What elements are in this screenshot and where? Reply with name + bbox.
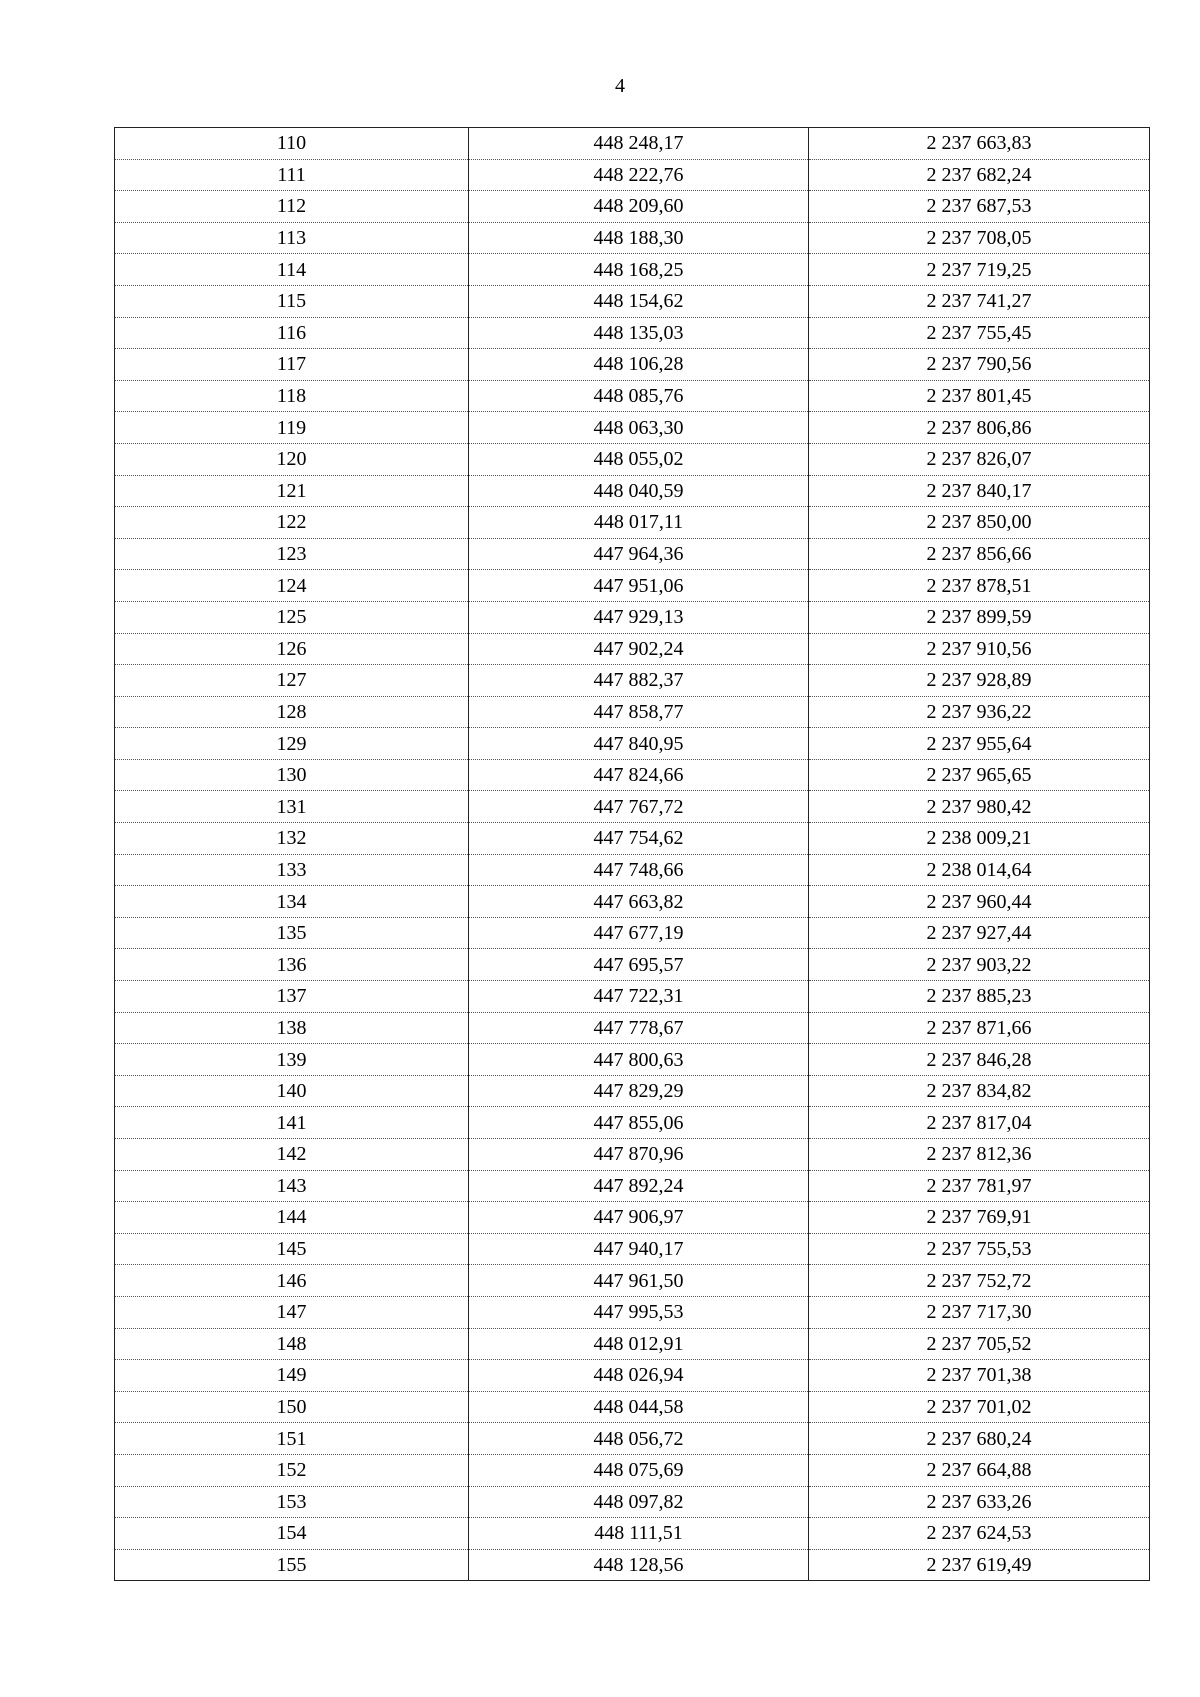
x-coordinate-cell: 447 754,62 <box>469 823 809 855</box>
point-number-cell: 147 <box>115 1296 469 1328</box>
table-row <box>115 317 1150 349</box>
y-coordinate-cell: 2 237 717,30 <box>809 1296 1150 1328</box>
table-row <box>115 570 1150 602</box>
y-coordinate-cell: 2 237 846,28 <box>809 1044 1150 1076</box>
x-coordinate-cell: 448 056,72 <box>469 1423 809 1455</box>
table-row <box>115 1202 1150 1234</box>
y-coordinate-cell: 2 237 955,64 <box>809 728 1150 760</box>
x-coordinate-cell: 448 017,11 <box>469 507 809 539</box>
x-coordinate-cell: 448 128,56 <box>469 1549 809 1581</box>
y-coordinate-cell: 2 237 769,91 <box>809 1202 1150 1234</box>
y-coordinate-cell: 2 237 910,56 <box>809 633 1150 665</box>
table-row <box>115 1360 1150 1392</box>
x-coordinate-cell: 447 677,19 <box>469 917 809 949</box>
table-row <box>115 917 1150 949</box>
point-number-cell: 122 <box>115 507 469 539</box>
point-number-cell: 135 <box>115 917 469 949</box>
table-row <box>115 791 1150 823</box>
point-number-cell: 149 <box>115 1360 469 1392</box>
table-row <box>115 222 1150 254</box>
x-coordinate-cell: 448 209,60 <box>469 191 809 223</box>
point-number-cell: 138 <box>115 1012 469 1044</box>
point-number-cell: 124 <box>115 570 469 602</box>
table-row <box>115 412 1150 444</box>
point-number-cell: 117 <box>115 349 469 381</box>
x-coordinate-cell: 447 940,17 <box>469 1233 809 1265</box>
y-coordinate-cell: 2 237 885,23 <box>809 981 1150 1013</box>
table-row <box>115 1107 1150 1139</box>
point-number-cell: 113 <box>115 222 469 254</box>
y-coordinate-cell: 2 237 705,52 <box>809 1328 1150 1360</box>
table-row <box>115 633 1150 665</box>
y-coordinate-cell: 2 237 856,66 <box>809 538 1150 570</box>
x-coordinate-cell: 448 222,76 <box>469 159 809 191</box>
x-coordinate-cell: 447 778,67 <box>469 1012 809 1044</box>
point-number-cell: 151 <box>115 1423 469 1455</box>
x-coordinate-cell: 447 840,95 <box>469 728 809 760</box>
y-coordinate-cell: 2 237 806,86 <box>809 412 1150 444</box>
point-number-cell: 137 <box>115 981 469 1013</box>
x-coordinate-cell: 448 075,69 <box>469 1454 809 1486</box>
point-number-cell: 125 <box>115 601 469 633</box>
y-coordinate-cell: 2 237 980,42 <box>809 791 1150 823</box>
x-coordinate-cell: 448 168,25 <box>469 254 809 286</box>
point-number-cell: 153 <box>115 1486 469 1518</box>
point-number-cell: 129 <box>115 728 469 760</box>
x-coordinate-cell: 447 892,24 <box>469 1170 809 1202</box>
table-row <box>115 1233 1150 1265</box>
coordinates-table <box>114 127 1150 1581</box>
x-coordinate-cell: 447 829,29 <box>469 1075 809 1107</box>
x-coordinate-cell: 448 097,82 <box>469 1486 809 1518</box>
y-coordinate-cell: 2 237 850,00 <box>809 507 1150 539</box>
point-number-cell: 134 <box>115 886 469 918</box>
x-coordinate-cell: 447 882,37 <box>469 665 809 697</box>
x-coordinate-cell: 448 154,62 <box>469 285 809 317</box>
point-number-cell: 132 <box>115 823 469 855</box>
point-number-cell: 116 <box>115 317 469 349</box>
y-coordinate-cell: 2 237 708,05 <box>809 222 1150 254</box>
point-number-cell: 155 <box>115 1549 469 1581</box>
y-coordinate-cell: 2 237 801,45 <box>809 380 1150 412</box>
point-number-cell: 115 <box>115 285 469 317</box>
point-number-cell: 127 <box>115 665 469 697</box>
y-coordinate-cell: 2 237 960,44 <box>809 886 1150 918</box>
y-coordinate-cell: 2 238 009,21 <box>809 823 1150 855</box>
y-coordinate-cell: 2 237 903,22 <box>809 949 1150 981</box>
x-coordinate-cell: 447 855,06 <box>469 1107 809 1139</box>
point-number-cell: 136 <box>115 949 469 981</box>
table-row <box>115 1549 1150 1581</box>
table-row <box>115 538 1150 570</box>
table-row <box>115 254 1150 286</box>
x-coordinate-cell: 447 824,66 <box>469 759 809 791</box>
point-number-cell: 119 <box>115 412 469 444</box>
x-coordinate-cell: 447 995,53 <box>469 1296 809 1328</box>
coordinates-table-body <box>115 128 1150 1581</box>
x-coordinate-cell: 448 135,03 <box>469 317 809 349</box>
y-coordinate-cell: 2 237 633,26 <box>809 1486 1150 1518</box>
table-row <box>115 728 1150 760</box>
x-coordinate-cell: 447 748,66 <box>469 854 809 886</box>
table-row <box>115 886 1150 918</box>
table-row <box>115 981 1150 1013</box>
y-coordinate-cell: 2 237 826,07 <box>809 443 1150 475</box>
point-number-cell: 112 <box>115 191 469 223</box>
point-number-cell: 110 <box>115 128 469 160</box>
y-coordinate-cell: 2 237 936,22 <box>809 696 1150 728</box>
point-number-cell: 131 <box>115 791 469 823</box>
table-row <box>115 949 1150 981</box>
table-row <box>115 349 1150 381</box>
table-row <box>115 507 1150 539</box>
table-row <box>115 1296 1150 1328</box>
point-number-cell: 121 <box>115 475 469 507</box>
y-coordinate-cell: 2 237 834,82 <box>809 1075 1150 1107</box>
y-coordinate-cell: 2 237 899,59 <box>809 601 1150 633</box>
table-row <box>115 601 1150 633</box>
y-coordinate-cell: 2 237 701,02 <box>809 1391 1150 1423</box>
x-coordinate-cell: 447 767,72 <box>469 791 809 823</box>
point-number-cell: 145 <box>115 1233 469 1265</box>
y-coordinate-cell: 2 237 790,56 <box>809 349 1150 381</box>
y-coordinate-cell: 2 237 701,38 <box>809 1360 1150 1392</box>
table-row <box>115 1423 1150 1455</box>
x-coordinate-cell: 447 870,96 <box>469 1139 809 1171</box>
table-row <box>115 443 1150 475</box>
x-coordinate-cell: 448 111,51 <box>469 1518 809 1550</box>
point-number-cell: 144 <box>115 1202 469 1234</box>
table-row <box>115 854 1150 886</box>
y-coordinate-cell: 2 237 619,49 <box>809 1549 1150 1581</box>
page-number: 4 <box>615 75 625 97</box>
table-row <box>115 159 1150 191</box>
point-number-cell: 118 <box>115 380 469 412</box>
y-coordinate-cell: 2 237 664,88 <box>809 1454 1150 1486</box>
y-coordinate-cell: 2 237 741,27 <box>809 285 1150 317</box>
x-coordinate-cell: 448 248,17 <box>469 128 809 160</box>
table-row <box>115 1170 1150 1202</box>
table-row <box>115 1391 1150 1423</box>
y-coordinate-cell: 2 238 014,64 <box>809 854 1150 886</box>
point-number-cell: 150 <box>115 1391 469 1423</box>
table-row <box>115 696 1150 728</box>
point-number-cell: 126 <box>115 633 469 665</box>
point-number-cell: 148 <box>115 1328 469 1360</box>
table-row <box>115 285 1150 317</box>
x-coordinate-cell: 447 964,36 <box>469 538 809 570</box>
x-coordinate-cell: 448 026,94 <box>469 1360 809 1392</box>
table-row <box>115 1075 1150 1107</box>
x-coordinate-cell: 447 951,06 <box>469 570 809 602</box>
x-coordinate-cell: 447 695,57 <box>469 949 809 981</box>
x-coordinate-cell: 448 012,91 <box>469 1328 809 1360</box>
y-coordinate-cell: 2 237 663,83 <box>809 128 1150 160</box>
table-row <box>115 380 1150 412</box>
y-coordinate-cell: 2 237 719,25 <box>809 254 1150 286</box>
point-number-cell: 142 <box>115 1139 469 1171</box>
point-number-cell: 146 <box>115 1265 469 1297</box>
table-row <box>115 1044 1150 1076</box>
table-row <box>115 1012 1150 1044</box>
point-number-cell: 143 <box>115 1170 469 1202</box>
x-coordinate-cell: 447 858,77 <box>469 696 809 728</box>
table-row <box>115 1328 1150 1360</box>
y-coordinate-cell: 2 237 817,04 <box>809 1107 1150 1139</box>
y-coordinate-cell: 2 237 965,65 <box>809 759 1150 791</box>
point-number-cell: 111 <box>115 159 469 191</box>
point-number-cell: 141 <box>115 1107 469 1139</box>
table-row <box>115 1139 1150 1171</box>
x-coordinate-cell: 448 188,30 <box>469 222 809 254</box>
y-coordinate-cell: 2 237 871,66 <box>809 1012 1150 1044</box>
table-row <box>115 1265 1150 1297</box>
x-coordinate-cell: 447 722,31 <box>469 981 809 1013</box>
y-coordinate-cell: 2 237 752,72 <box>809 1265 1150 1297</box>
y-coordinate-cell: 2 237 840,17 <box>809 475 1150 507</box>
y-coordinate-cell: 2 237 878,51 <box>809 570 1150 602</box>
y-coordinate-cell: 2 237 682,24 <box>809 159 1150 191</box>
table-row <box>115 823 1150 855</box>
y-coordinate-cell: 2 237 624,53 <box>809 1518 1150 1550</box>
y-coordinate-cell: 2 237 680,24 <box>809 1423 1150 1455</box>
table-row <box>115 1518 1150 1550</box>
y-coordinate-cell: 2 237 781,97 <box>809 1170 1150 1202</box>
y-coordinate-cell: 2 237 812,36 <box>809 1139 1150 1171</box>
point-number-cell: 120 <box>115 443 469 475</box>
point-number-cell: 154 <box>115 1518 469 1550</box>
point-number-cell: 140 <box>115 1075 469 1107</box>
point-number-cell: 123 <box>115 538 469 570</box>
x-coordinate-cell: 448 044,58 <box>469 1391 809 1423</box>
x-coordinate-cell: 447 902,24 <box>469 633 809 665</box>
table-row <box>115 191 1150 223</box>
x-coordinate-cell: 448 040,59 <box>469 475 809 507</box>
x-coordinate-cell: 448 063,30 <box>469 412 809 444</box>
y-coordinate-cell: 2 237 928,89 <box>809 665 1150 697</box>
y-coordinate-cell: 2 237 755,45 <box>809 317 1150 349</box>
table-row <box>115 1454 1150 1486</box>
x-coordinate-cell: 447 961,50 <box>469 1265 809 1297</box>
table-row <box>115 759 1150 791</box>
table-row <box>115 665 1150 697</box>
table-row <box>115 128 1150 160</box>
point-number-cell: 152 <box>115 1454 469 1486</box>
x-coordinate-cell: 448 085,76 <box>469 380 809 412</box>
y-coordinate-cell: 2 237 755,53 <box>809 1233 1150 1265</box>
point-number-cell: 139 <box>115 1044 469 1076</box>
point-number-cell: 130 <box>115 759 469 791</box>
table-row <box>115 475 1150 507</box>
x-coordinate-cell: 447 663,82 <box>469 886 809 918</box>
y-coordinate-cell: 2 237 927,44 <box>809 917 1150 949</box>
point-number-cell: 133 <box>115 854 469 886</box>
y-coordinate-cell: 2 237 687,53 <box>809 191 1150 223</box>
x-coordinate-cell: 448 055,02 <box>469 443 809 475</box>
point-number-cell: 128 <box>115 696 469 728</box>
x-coordinate-cell: 447 929,13 <box>469 601 809 633</box>
table-row <box>115 1486 1150 1518</box>
x-coordinate-cell: 448 106,28 <box>469 349 809 381</box>
x-coordinate-cell: 447 800,63 <box>469 1044 809 1076</box>
point-number-cell: 114 <box>115 254 469 286</box>
x-coordinate-cell: 447 906,97 <box>469 1202 809 1234</box>
